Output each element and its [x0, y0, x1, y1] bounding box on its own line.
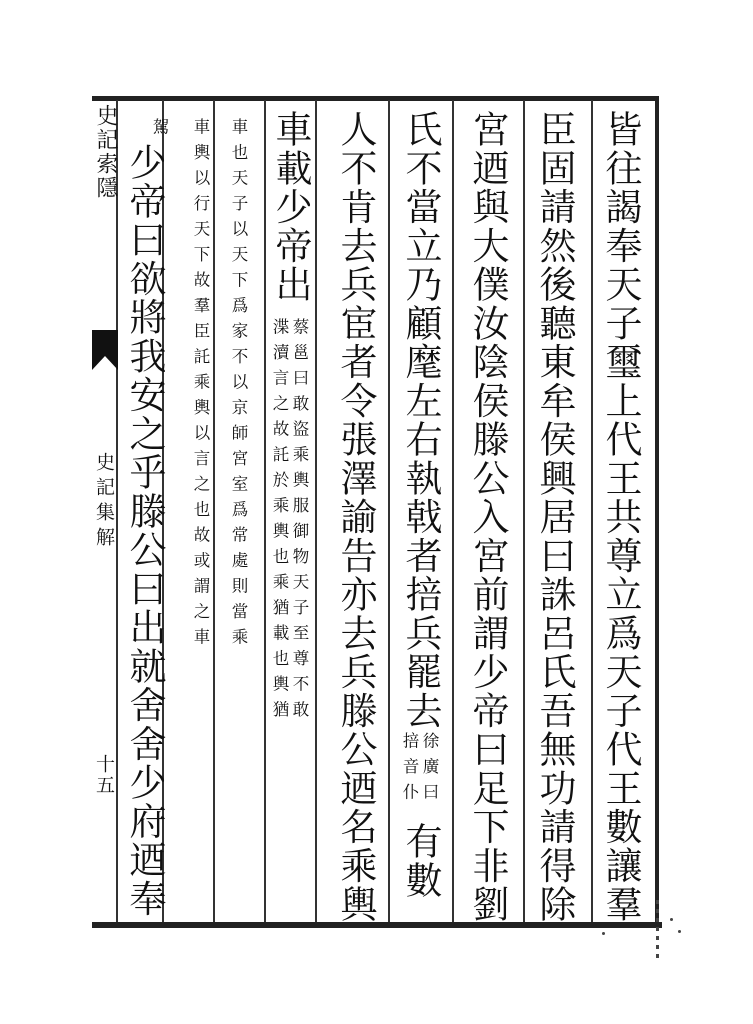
frame-right-broken-edge [656, 900, 659, 960]
fishtail-mark [92, 330, 118, 370]
text-column-2: 臣固請然後聽東牟侯興居曰誅呂氏吾無功請得除 [533, 110, 576, 924]
text-column-4: 氏不當立乃顧麾左右執戟者掊兵罷去 [399, 110, 442, 730]
scan-speck [678, 930, 681, 933]
column-rule [523, 100, 525, 922]
frame-right-border [655, 96, 659, 926]
column-6-note-left: 渫瀆言之故託於乘輿也乘猶載也輿猶 [270, 318, 289, 726]
column-rule [452, 100, 454, 922]
margin-page-number: 十五 [93, 754, 115, 796]
column-4-note-right: 徐廣曰 [420, 732, 439, 809]
text-column-8: 少帝曰欲將我安之乎滕公曰出就舍舍少府迺奉 [123, 143, 166, 918]
column-rule [591, 100, 593, 922]
text-column-5: 人不肯去兵宦者令張澤諭告亦去兵滕公迺名乘輿 [334, 110, 377, 924]
scan-speck [670, 918, 673, 921]
column-6-note-right: 蔡邕曰敢盜乘輿服御物天子至尊不敢 [290, 318, 309, 726]
column-rule [264, 100, 266, 922]
frame-bottom-border [92, 922, 662, 928]
column-rule [213, 100, 215, 922]
column-rule [388, 100, 390, 922]
column-rule [315, 100, 317, 922]
column-7-note-right: 車也天子以天下爲家不以京師宮室爲常處則當乘 [229, 118, 248, 654]
column-8-note: 駕 [150, 118, 169, 144]
text-column-3: 宮迺與大僕汝陰侯滕公入宮前謂少帝曰足下非劉 [466, 110, 509, 924]
column-7-note-left: 車輿以行天下故羣臣託乘輿以言之也故或謂之車 [191, 118, 210, 654]
scan-speck [602, 932, 605, 935]
column-4-note-left: 掊音仆 [400, 732, 419, 809]
text-column-6: 車載少帝出 [269, 110, 312, 304]
margin-book-title: 史記索隱 [93, 104, 118, 200]
text-column-1: 皆往謁奉天子璽上代王共尊立爲天子代王數讓羣 [599, 110, 642, 924]
frame-top-border [92, 96, 658, 101]
text-column-4-continued: 有數 [399, 822, 442, 900]
margin-chapter-label: 史記集解 [93, 452, 115, 552]
